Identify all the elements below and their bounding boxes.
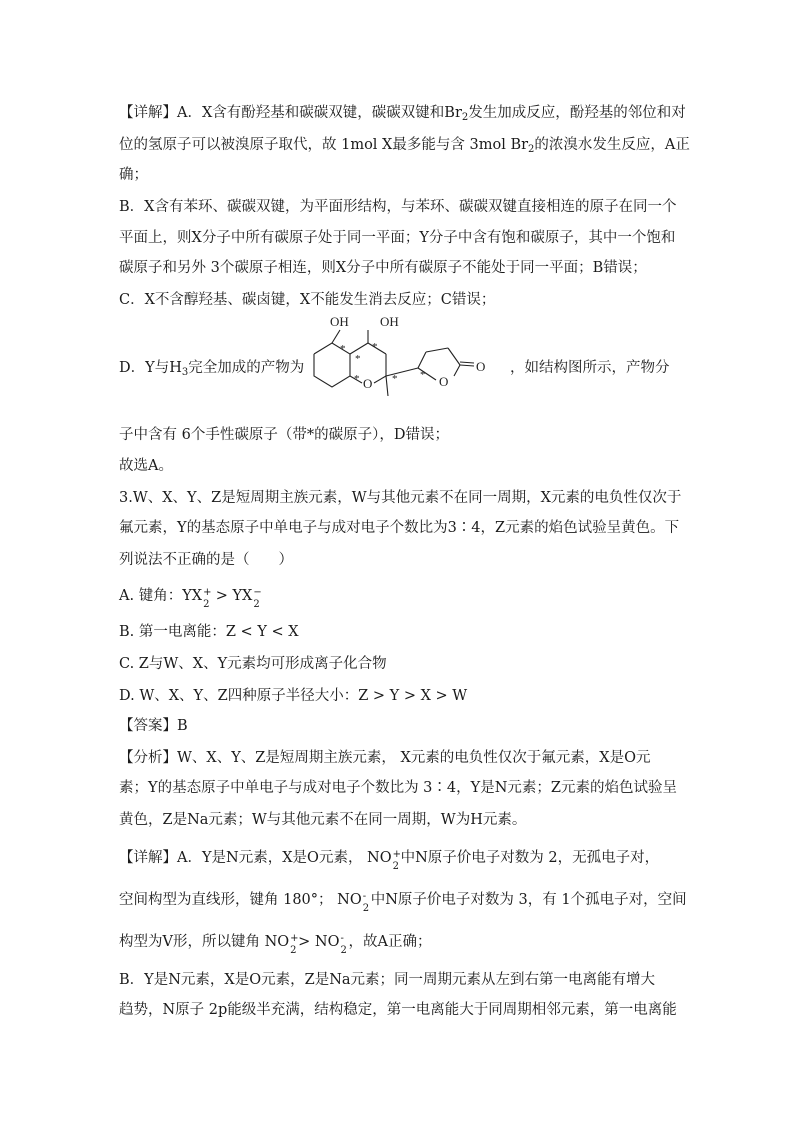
carbonyl-oxygen-label: O — [476, 359, 486, 374]
chiral-star: * — [354, 373, 360, 385]
question-line-3: 列说法不正确的是（ ） — [119, 552, 293, 568]
answer-line: 【答案】B — [119, 718, 188, 734]
analysis-line-1: 【分析】W、X、Y、Z是短周期主族元素， X元素的电负性仅次于氟元素，X是O元 — [119, 750, 651, 766]
detail-line-7: C．X不含醇羟基、碳卤键，X不能发生消去反应；C错误； — [119, 292, 496, 308]
detail-line-5: 平面上，则X分子中所有碳原子处于同一平面；Y分子中含有饱和碳原子，其中一个饱和 — [119, 230, 676, 246]
chiral-star: * — [340, 343, 346, 355]
detail-a-line-3: 构型为V形，所以键角 NO + 2 > NO - 2 ，故A正确； — [119, 933, 432, 956]
detail-b-line-2: 趋势，N原子 2p能级半充满，结构稳定，第一电离能大于同周期相邻元素，第一电离能 — [119, 1002, 677, 1018]
detail-line-4: B．X含有苯环、碳碳双键，为平面形结构，与苯环、碳碳双键直接相连的原子在同一个 — [119, 199, 677, 215]
detail-line-3: 确； — [119, 167, 148, 183]
product-structure-diagram — [300, 310, 520, 402]
chiral-star: * — [355, 353, 361, 365]
detail-line-8: D．Y与$H_3$完全加成的产物为 — [119, 360, 305, 378]
lactone-oxygen-label: O — [439, 374, 449, 389]
oh-label-right: OH — [380, 314, 399, 329]
analysis-line-2: 素；Y的基态原子中单电子与成对电子个数比为 3∶4，Y是N元素；Z元素的焰色试验呈 — [119, 780, 677, 796]
detail-line-6: 碳原子和另外 3个碳原子相连，则X分子中所有碳原子不能处于同一平面；B错误； — [119, 260, 647, 276]
detail-line-1: 【详解】A．X含有酚羟基和碳碳双键，碳碳双键和$Br_2$发生加成反应，酚羟基的邻位和对 — [119, 105, 686, 123]
ring-oxygen-label: O — [363, 376, 373, 391]
option-b: B. 第一电离能：Z < Y < X — [119, 624, 299, 640]
detail-line-2: 位的氢原子可以被溴原子取代，故 1mol X最多能与含 3mol $Br_2$的浓溴水发生反应，A正 — [119, 137, 690, 155]
detail-line-8-end: ，如结构图所示，产物分 — [510, 360, 670, 376]
option-d: D. W、X、Y、Z四种原子半径大小：Z > Y > X > W — [119, 688, 468, 704]
question-line-2: 氟元素，Y的基态原子中单电子与成对电子个数比为3∶4，Z元素的焰色试验呈黄色。下 — [119, 520, 680, 536]
oh-label-left: OH — [330, 314, 349, 329]
analysis-line-3: 黄色，Z是Na元素；W与其他元素不在同一周期，W为H元素。 — [119, 812, 527, 828]
question-line-1: 3.W、X、Y、Z是短周期主族元素，W与其他元素不在同一周期，X元素的电负性仅次于 — [119, 490, 682, 506]
chiral-star: * — [372, 341, 378, 353]
chiral-star: * — [420, 369, 426, 381]
detail-a-line-2: 空间构型为直线形，键角 180°； NO - 2 中N原子价电子对数为 3，有 1个孤电子对，空间 — [119, 891, 687, 914]
chiral-star: * — [392, 373, 398, 385]
detail-a-line-1: 【详解】A．Y是N元素，X是O元素， NO + 2 中N原子价电子对数为 2，无孤电子对， — [119, 849, 660, 872]
detail-b-line-1: B．Y是N元素，X是O元素，Z是Na元素；同一周期元素从左到右第一电离能有增大 — [119, 972, 656, 988]
option-c: C. Z与W、X、Y元素均可形成离子化合物 — [119, 656, 387, 672]
detail-line-9: 子中含有 6个手性碳原子（带*的碳原子），D错误； — [119, 427, 449, 443]
conclusion-line: 故选A。 — [119, 458, 173, 474]
option-a: A. 键角：YX + 2 > YX − 2 — [119, 587, 262, 610]
